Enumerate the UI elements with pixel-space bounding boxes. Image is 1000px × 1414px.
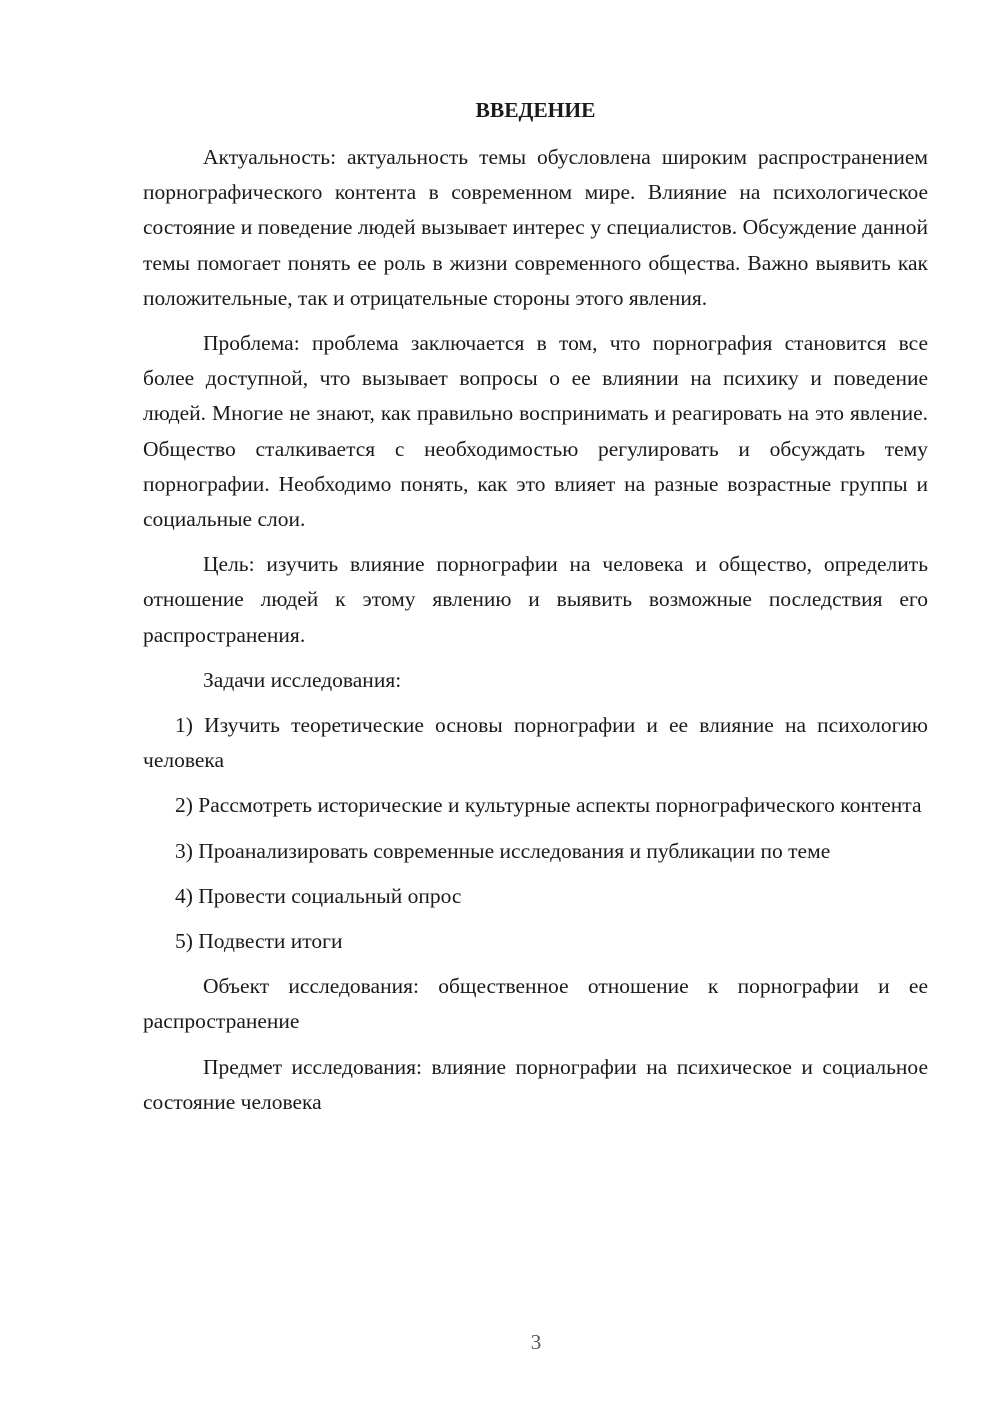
task-item: 5) Подвести итоги xyxy=(175,929,343,954)
subject-paragraph: Предмет исследования: влияние порнографии на психическое и социальное состояние человека xyxy=(143,1054,928,1114)
problem-paragraph: Проблема: проблема заключается в том, что порнография становится все более доступной, что вызывает вопросы о ее влиянии на психику и поведение людей. Многие не знают, как правильно воспринимать и реагировать на это явление. Общество сталкивается с необходимостью регулировать и обсуждать тему порнографии. Необходимо понять, как это влияет на разные возрастные группы и социальные слои. xyxy=(143,331,928,532)
page-number: 3 xyxy=(530,1330,542,1354)
task-item: 4) Провести социальный опрос xyxy=(175,883,462,908)
object-paragraph: Объект исследования: общественное отношение к порнографии и ее распространение xyxy=(143,974,928,1034)
task-item: 1) Изучить теоретические основы порнографии и ее влияние на психологию человека xyxy=(143,713,928,773)
goal-paragraph: Цель: изучить влияние порнографии на человека и общество, определить отношение людей к этому явлению и выявить возможные последствия его распространения. xyxy=(143,552,928,647)
page-title: ВВЕДЕНИЕ xyxy=(475,98,596,122)
tasks-list xyxy=(143,708,928,959)
relevance-paragraph: Актуальность: актуальность темы обусловлена широким распространением порнографического контента в современном мире. Влияние на психологическое состояние и поведение людей вызывает интерес у специалистов. Обсуждение данной темы помогает понять ее роль в жизни современного общества. Важно выявить как положительные, так и отрицательные стороны этого явления. xyxy=(143,145,928,310)
task-item: 2) Рассмотреть исторические и культурные аспекты порнографического контента xyxy=(175,793,922,818)
document-page xyxy=(143,92,928,1130)
task-item: 3) Проанализировать современные исследования и публикации по теме xyxy=(175,838,831,863)
tasks-heading: Задачи исследования: xyxy=(203,667,402,692)
